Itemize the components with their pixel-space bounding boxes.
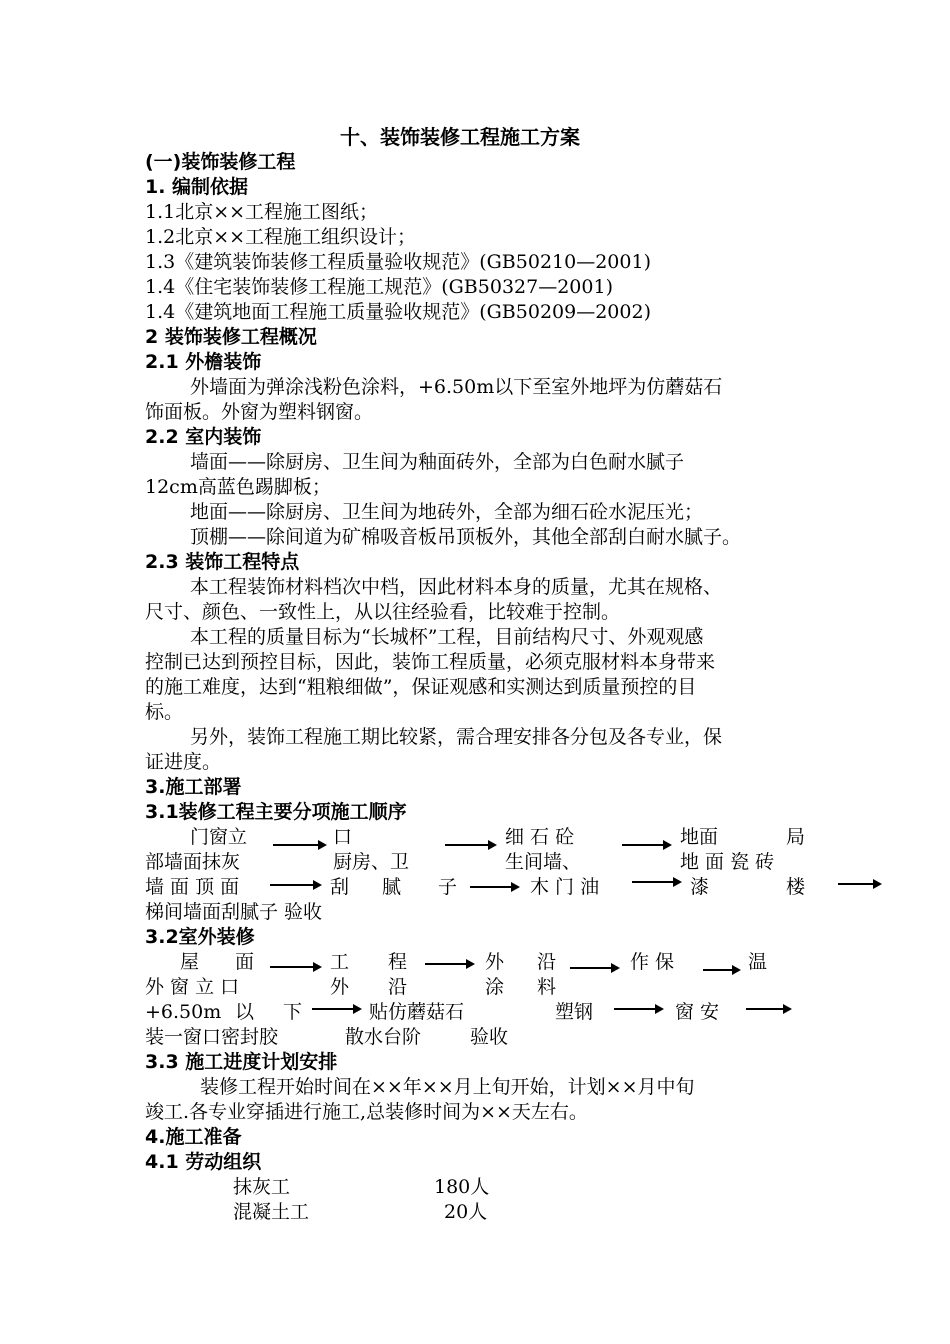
flow-text: 温 bbox=[748, 951, 768, 973]
paragraph-line: 墙面——除厨房、卫生间为釉面砖外，全部为白色耐水腻子 bbox=[190, 451, 685, 473]
paragraph-line: 标。 bbox=[145, 701, 184, 723]
flow-text: 梯间墙面刮腻子 验收 bbox=[145, 901, 323, 923]
paragraph-line: 装修工程开始时间在××年××月上旬开始，计划××月中旬 bbox=[200, 1076, 695, 1098]
heading-3-3: 3.3 施工进度计划安排 bbox=[145, 1051, 338, 1073]
flow-text: 地 面 瓷 砖 bbox=[680, 851, 775, 873]
flow-text: 门窗立 bbox=[190, 826, 248, 848]
basis-item: 1.4《建筑地面工程施工质量验收规范》(GB50209—2002) bbox=[145, 301, 651, 323]
arrow-right-icon bbox=[622, 844, 664, 846]
basis-item: 1.3《建筑装饰装修工程质量验收规范》(GB50210—2001) bbox=[145, 251, 651, 273]
flow-text: 子 bbox=[438, 876, 458, 898]
flow-text: 漆 bbox=[690, 876, 710, 898]
flow-text: 屋 bbox=[180, 951, 200, 973]
flow-text: 局 bbox=[786, 826, 806, 848]
heading-2-2: 2.2 室内装饰 bbox=[145, 426, 262, 448]
heading-3-1: 3.1装修工程主要分项施工顺序 bbox=[145, 801, 407, 823]
flow-text: 贴仿蘑菇石 bbox=[369, 1001, 465, 1023]
flow-text: 刮 bbox=[330, 876, 350, 898]
flow-text: 细 石 砼 bbox=[505, 826, 575, 848]
flow-text: +6.50m bbox=[145, 1001, 222, 1023]
flow-text: 木 门 油 bbox=[530, 876, 600, 898]
arrow-right-icon bbox=[445, 844, 489, 846]
arrow-right-icon bbox=[703, 969, 733, 971]
flow-text: 面 bbox=[235, 951, 255, 973]
flow-text: 涂 bbox=[485, 976, 505, 998]
flow-text: 口 bbox=[333, 826, 353, 848]
flow-text: 下 bbox=[283, 1001, 303, 1023]
arrow-right-icon bbox=[632, 881, 674, 883]
flow-text: 墙 面 顶 面 bbox=[145, 876, 240, 898]
heading-4-1: 4.1 劳动组织 bbox=[145, 1151, 262, 1173]
basis-item: 1.1北京××工程施工图纸； bbox=[145, 201, 379, 223]
basis-item: 1.2北京××工程施工组织设计； bbox=[145, 226, 417, 248]
flow-text: 生间墙、 bbox=[505, 851, 582, 873]
paragraph-line: 地面——除厨房、卫生间为地砖外，全部为细石砼水泥压光； bbox=[190, 501, 704, 523]
heading-3: 3.施工部署 bbox=[145, 776, 242, 798]
flow-text: 装一窗口密封胶 bbox=[145, 1026, 279, 1048]
flow-text: 塑钢 bbox=[555, 1001, 594, 1023]
arrow-right-icon bbox=[270, 884, 314, 886]
section-heading: (一)装饰装修工程 bbox=[145, 151, 296, 173]
paragraph-line: 12cm高蓝色踢脚板； bbox=[145, 476, 331, 498]
arrow-right-icon bbox=[838, 883, 874, 885]
flow-text: 部墙面抹灰 bbox=[145, 851, 241, 873]
flow-text: 外 bbox=[330, 976, 350, 998]
flow-text: 厨房、卫 bbox=[333, 851, 410, 873]
arrow-right-icon bbox=[425, 963, 467, 965]
paragraph-line: 本工程的质量目标为“长城杯”工程，目前结构尺寸、外观观感 bbox=[190, 626, 704, 648]
arrow-right-icon bbox=[312, 1008, 354, 1010]
heading-4: 4.施工准备 bbox=[145, 1126, 242, 1148]
flow-text: 外 窗 立 口 bbox=[145, 976, 240, 998]
labor-count: 180人 bbox=[434, 1176, 490, 1198]
paragraph-line: 饰面板。外窗为塑料钢窗。 bbox=[145, 401, 374, 423]
arrow-right-icon bbox=[570, 967, 612, 969]
flow-text: 地面 bbox=[680, 826, 719, 848]
labor-name: 混凝土工 bbox=[233, 1201, 310, 1223]
flow-text: 验收 bbox=[470, 1026, 509, 1048]
heading-2-1: 2.1 外檐装饰 bbox=[145, 351, 262, 373]
flow-text: 散水台阶 bbox=[345, 1026, 422, 1048]
flow-text: 窗 安 bbox=[675, 1001, 720, 1023]
labor-count: 20人 bbox=[444, 1201, 488, 1223]
arrow-right-icon bbox=[270, 966, 314, 968]
paragraph-line: 的施工难度，达到“粗粮细做”，保证观感和实测达到质量预控的目 bbox=[145, 676, 697, 698]
flow-text: 沿 bbox=[537, 951, 557, 973]
flow-text: 工 bbox=[330, 951, 350, 973]
paragraph-line: 本工程装饰材料档次中档，因此材料本身的质量，尤其在规格、 bbox=[190, 576, 723, 598]
arrow-right-icon bbox=[746, 1008, 784, 1010]
flow-text: 料 bbox=[537, 976, 557, 998]
flow-text: 程 bbox=[388, 951, 408, 973]
paragraph-line: 控制已达到预控目标，因此，装饰工程质量，必须克服材料本身带来 bbox=[145, 651, 716, 673]
heading-2-3: 2.3 装饰工程特点 bbox=[145, 551, 300, 573]
paragraph-line: 顶棚——除间道为矿棉吸音板吊顶板外，其他全部刮白耐水腻子。 bbox=[190, 526, 742, 548]
flow-text: 楼 bbox=[786, 876, 806, 898]
arrow-right-icon bbox=[470, 886, 512, 888]
paragraph-line: 另外，装饰工程施工期比较紧，需合理安排各分包及各专业，保 bbox=[190, 726, 723, 748]
flow-text: 以 bbox=[235, 1001, 255, 1023]
flow-text: 沿 bbox=[388, 976, 408, 998]
heading-1: 1. 编制依据 bbox=[145, 176, 249, 198]
doc-title: 十、装饰装修工程施工方案 bbox=[340, 125, 580, 149]
heading-2: 2 装饰装修工程概况 bbox=[145, 326, 317, 348]
paragraph-line: 证进度。 bbox=[145, 751, 222, 773]
paragraph-line: 尺寸、颜色、一致性上，从以往经验看，比较难于控制。 bbox=[145, 601, 621, 623]
flow-text: 外 bbox=[485, 951, 505, 973]
arrow-right-icon bbox=[614, 1008, 656, 1010]
flow-text: 腻 bbox=[382, 876, 402, 898]
heading-3-2: 3.2室外装修 bbox=[145, 926, 255, 948]
flow-text: 作 保 bbox=[630, 951, 675, 973]
paragraph-line: 竣工.各专业穿插进行施工,总装修时间为××天左右。 bbox=[145, 1101, 588, 1123]
labor-name: 抹灰工 bbox=[233, 1176, 291, 1198]
arrow-right-icon bbox=[273, 844, 319, 846]
paragraph-line: 外墙面为弹涂浅粉色涂料，+6.50m以下至室外地坪为仿蘑菇石 bbox=[190, 376, 723, 398]
basis-item: 1.4《住宅装饰装修工程施工规范》(GB50327—2001) bbox=[145, 276, 613, 298]
